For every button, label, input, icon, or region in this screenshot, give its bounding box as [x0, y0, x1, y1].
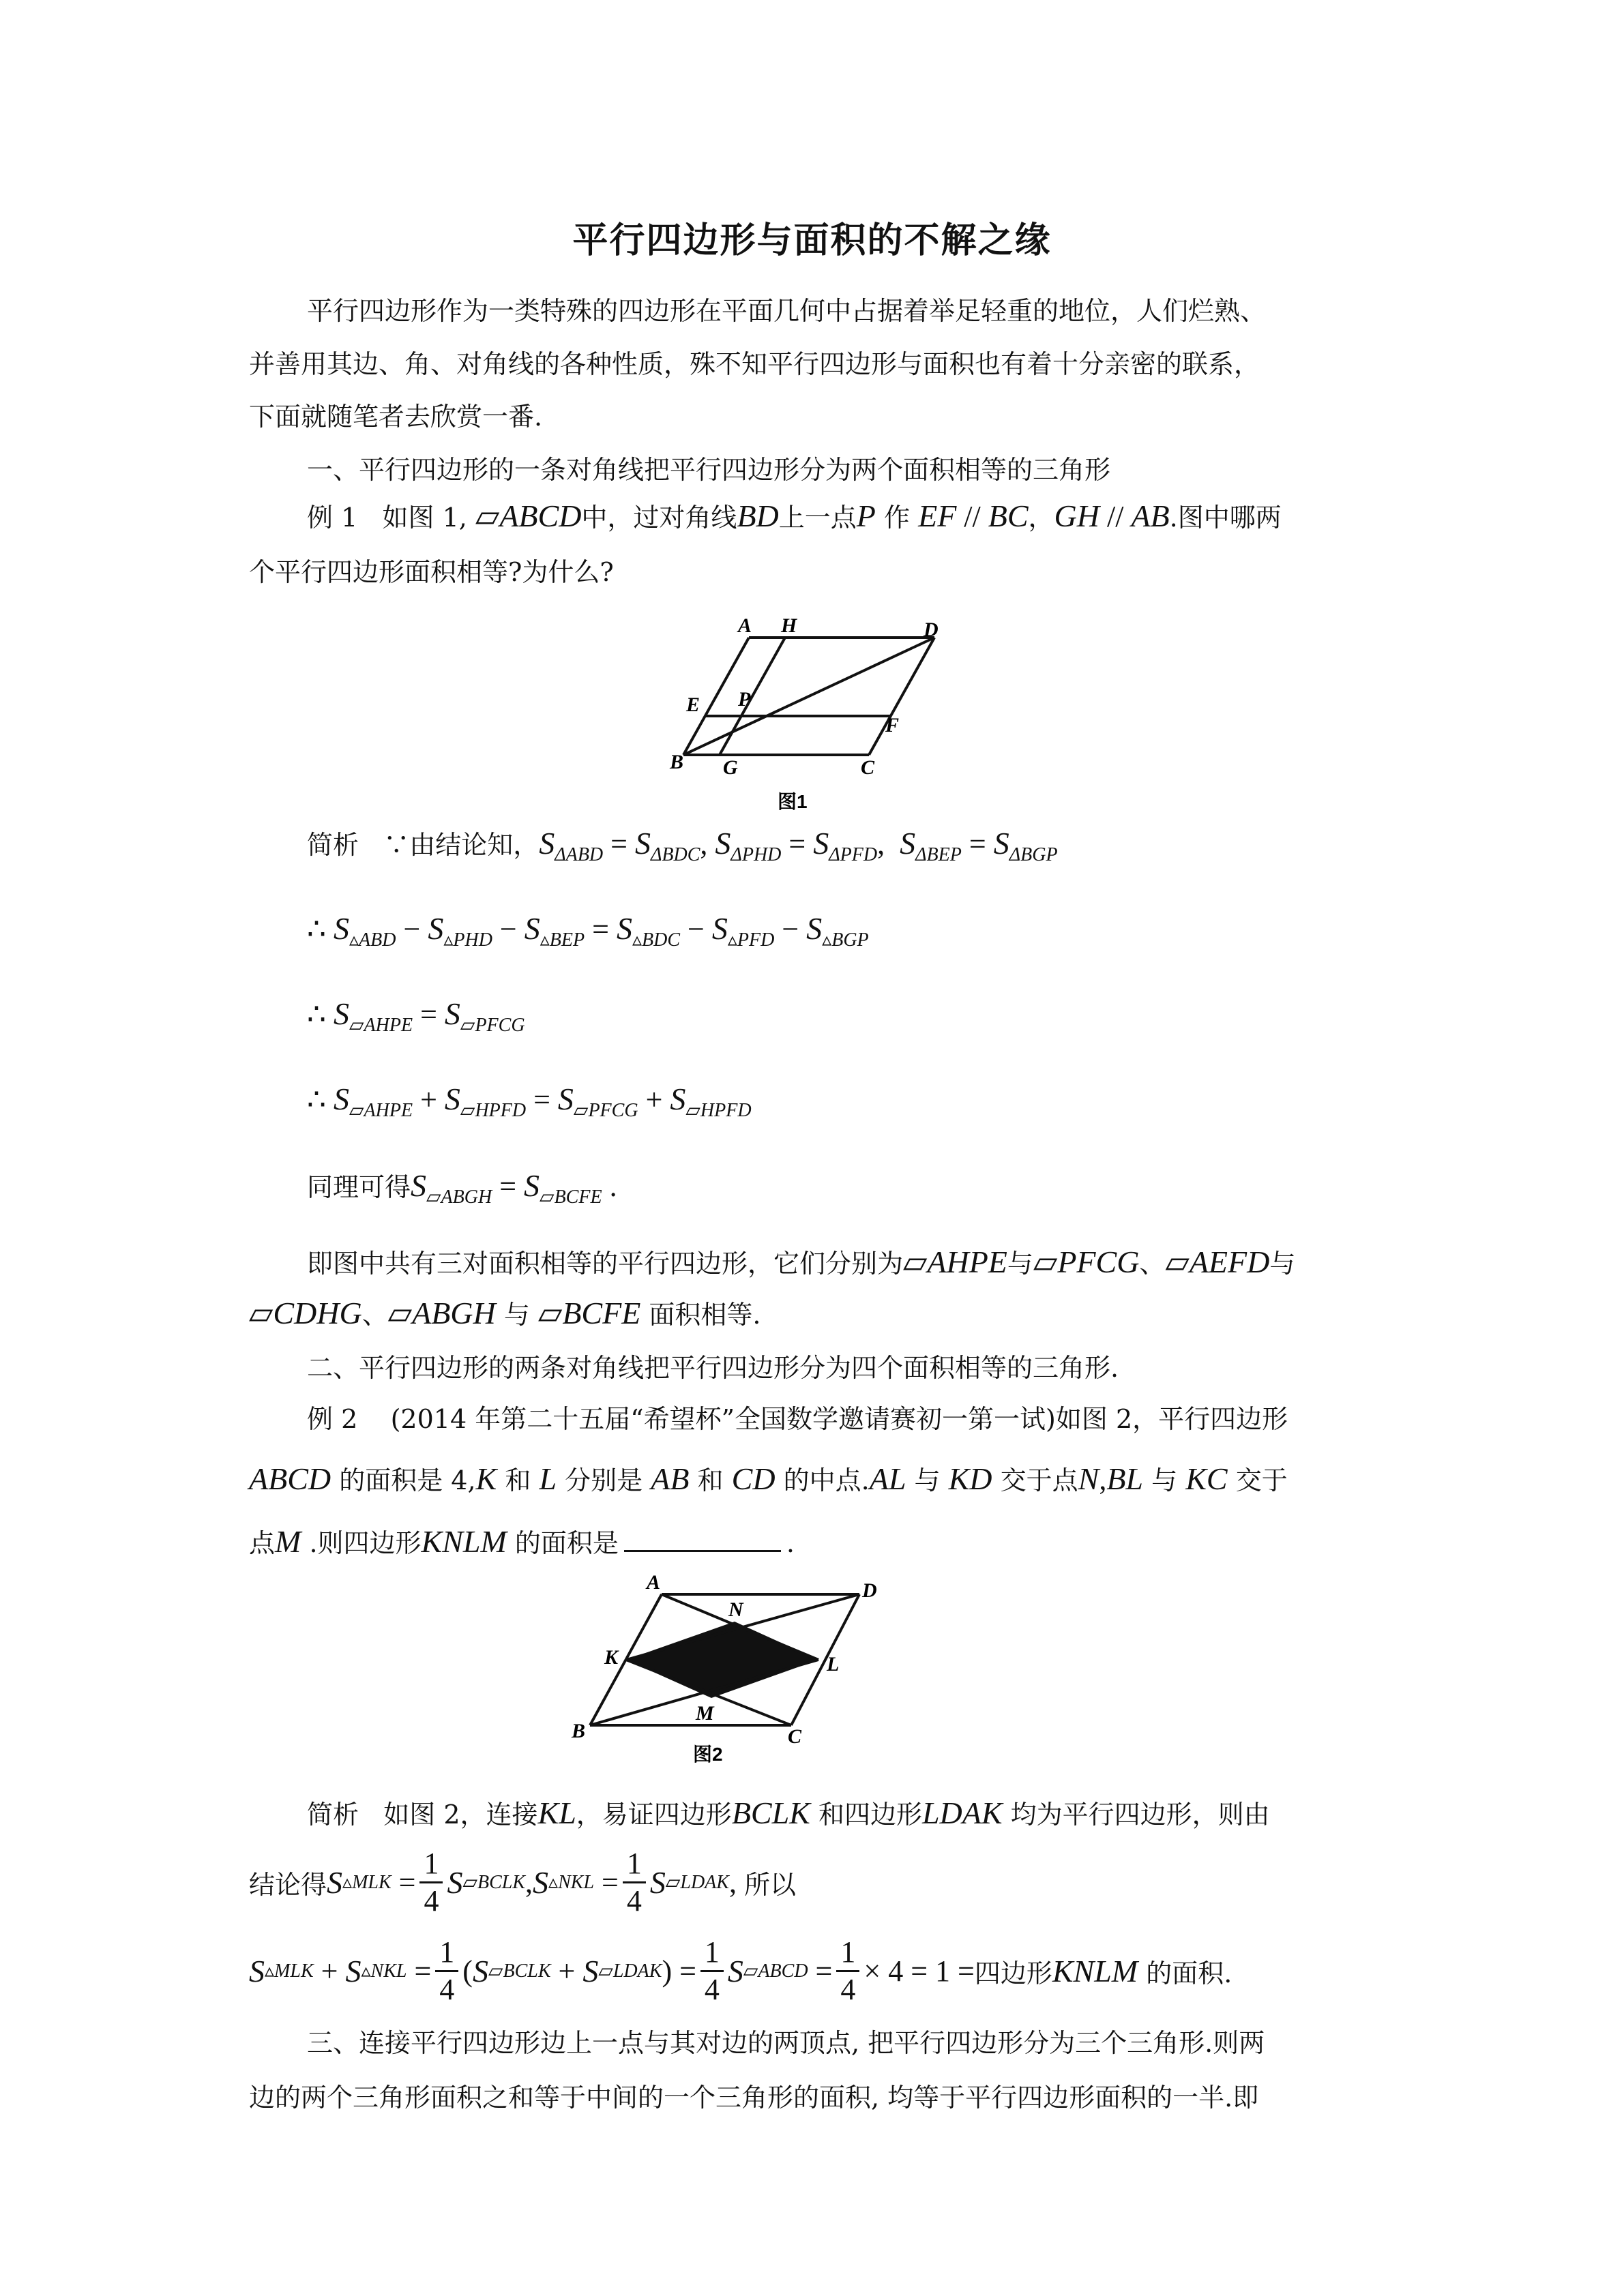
segment-gh	[720, 638, 785, 755]
figure1-label-h: H	[781, 614, 797, 637]
diagonal-bd	[683, 638, 934, 755]
figure1-label-c: C	[861, 756, 875, 779]
figure1-label-e: E	[686, 694, 700, 716]
side-dc	[869, 638, 934, 755]
figure1-label-b: B	[670, 751, 684, 773]
example2-line-1: 例 2 (2014 年第二十五届“希望杯”全国数学邀请赛初一第一试)如图 2，平行四边形	[307, 1404, 1288, 1434]
figure1-label-a: A	[738, 614, 752, 637]
figure2-label-d: D	[862, 1579, 877, 1602]
figure1-caption: 图1	[778, 791, 808, 812]
figure2-caption: 图2	[693, 1744, 723, 1765]
figure1-label-g: G	[723, 756, 738, 779]
analysis2-line-1: 简析 如图 2，连接KL，易证四边形BCLK 和四边形LDAK 均为平行四边形，则由	[307, 1795, 1270, 1830]
figure1-label-d: D	[924, 618, 939, 641]
example1-line-2: 个平行四边形面积相等?为什么?	[249, 557, 614, 587]
figure2-label-l: L	[827, 1653, 840, 1675]
figure2-label-a: A	[647, 1571, 661, 1594]
figure-2	[559, 1568, 914, 1766]
figure2-label-k: K	[604, 1646, 619, 1669]
analysis1-line-1: 简析 ∵由结论知，$S_{\Delta ABD} = S_{\Delta BDC}$, $S_{\Delta PHD} = S_{\Delta PFD}$, $S_{\Delta BEP} = S_{\Delta BGP}$	[307, 826, 1058, 865]
figure2-label-n: N	[728, 1598, 743, 1621]
equation-4: 同理可得$S_{▱ABGH} = S_{▱BCFE}$ .	[307, 1168, 617, 1208]
section3-line-2: 边的两个三角形面积之和等于中间的一个三角形的面积, 均等于平行四边形面积的一半.即	[249, 2083, 1259, 2113]
figure-1	[655, 610, 969, 815]
equation-3: ∴ $S_{▱AHPE} + S_{▱HPFD} = S_{▱PFCG} + S_{▱HPFD}$	[307, 1082, 752, 1121]
section2-heading: 二、平行四边形的两条对角线把平行四边形分为四个面积相等的三角形.	[307, 1353, 1119, 1383]
figure2-label-c: C	[788, 1725, 802, 1748]
answer-blank	[624, 1530, 781, 1552]
page-title: 平行四边形与面积的不解之缘	[572, 220, 1052, 261]
conclusion1-line-1: 即图中共有三对面积相等的平行四边形，它们分别为▱AHPE与▱PFCG、▱AEFD与	[307, 1244, 1296, 1279]
section1-heading: 一、平行四边形的一条对角线把平行四边形分为两个面积相等的三角形	[307, 455, 1111, 485]
example1-line-1: 例 1 如图 1, ▱ABCD中，过对角线BD上一点P 作 EF // BC，GH // AB.图中哪两	[307, 498, 1282, 533]
equation-1: ∴ $S_{▵ABD} - S_{▵PHD} - S_{▵BEP} = S_{▵BDC} - S_{▵PFD} - S_{▵BGP}$	[307, 911, 869, 951]
section3-line-1: 三、连接平行四边形边上一点与其对边的两顶点, 把平行四边形分为三个三角形.则两	[307, 2028, 1265, 2058]
analysis2-line-3: S ▵MLK + S ▵NKL = $\frac{1}{4}$ ( S ▱BCLK + S ▱LDAK ) = $\frac{1}{4}$ S ▱ABCD = $\frac{1}{4}$ × 4 = 1 = 四边形 KNLM 的面积.	[249, 1935, 1232, 2006]
figure1-label-p: P	[738, 688, 751, 711]
conclusion1-line-2: ▱CDHG、▱ABGH 与 ▱BCFE 面积相等.	[249, 1296, 761, 1330]
equation-2: ∴ $S_{▱AHPE} = S_{▱PFCG}$	[307, 996, 525, 1036]
example2-line-2: ABCD 的面积是 4,K 和 L 分别是 AB 和 CD 的中点.AL 与 KD 交于点N,BL 与 KC 交于	[249, 1461, 1288, 1496]
analysis2-line-2: 结论得 S ▵MLK = $\frac{1}{4}$ S ▱BCLK , S ▵NKL = $\frac{1}{4}$ S ▱LDAK , 所以	[249, 1846, 796, 1918]
intro-line-3: 下面就随笔者去欣赏一番.	[249, 402, 543, 432]
intro-line-1: 平行四边形作为一类特殊的四边形在平面几何中占据着举足轻重的地位，人们烂熟、	[307, 296, 1267, 326]
figure2-label-b: B	[572, 1720, 586, 1742]
figure2-label-m: M	[696, 1702, 714, 1725]
figure1-label-f: F	[885, 714, 900, 736]
example2-line-3: 点M .则四边形KNLM 的面积是 .	[249, 1524, 795, 1559]
intro-line-2: 并善用其边、角、对角线的各种性质，殊不知平行四边形与面积也有着十分亲密的联系，	[249, 349, 1260, 379]
